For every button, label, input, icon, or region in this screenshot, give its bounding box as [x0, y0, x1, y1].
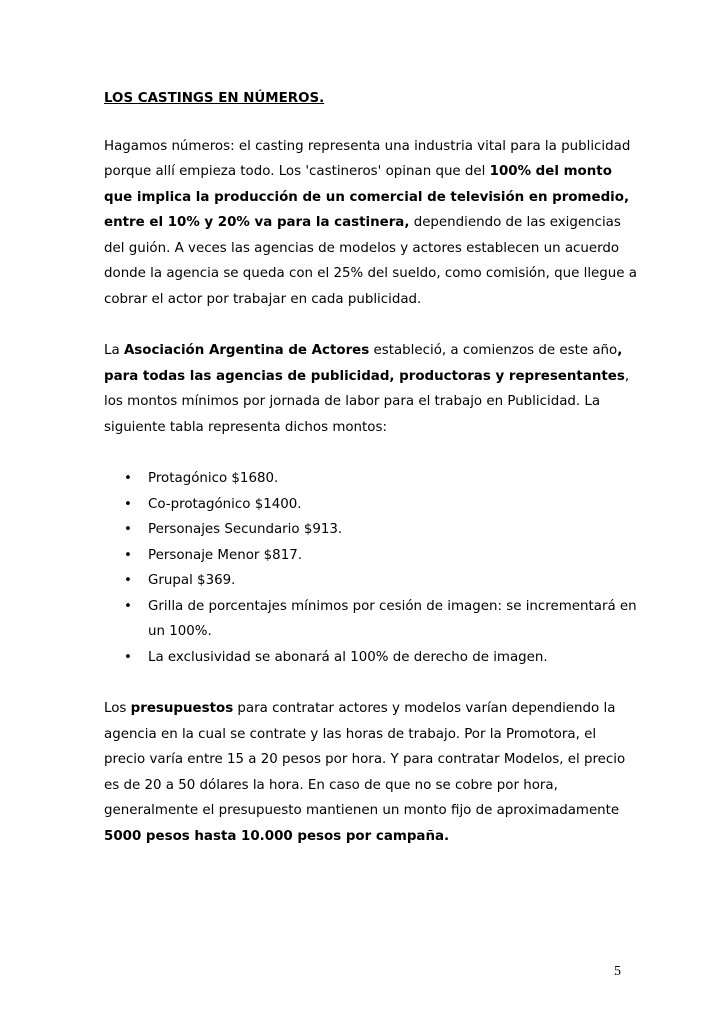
list-item-text: Personaje Menor $817. — [148, 547, 302, 563]
list-item-text: Personajes Secundario $913. — [148, 522, 343, 537]
list-item — [104, 543, 639, 569]
page-number: 5 — [614, 964, 621, 979]
bullet-icon: • — [124, 649, 132, 665]
section-title: LOS CASTINGS EN NÚMEROS. — [104, 91, 325, 106]
bullet-icon: • — [124, 573, 132, 588]
bullet-icon: • — [124, 598, 132, 614]
paragraph-text: estableció, a comienzos de este año — [369, 343, 618, 358]
list-item — [104, 517, 639, 543]
paragraph-text: dependiendo de las exigencias del guión. A veces las agencias de modelos y actores establecen un acuerdo donde la agencia se queda con el 25% del sueldo, como comisión, que llegue a cobrar el actor por trabajar en cada publicidad. — [104, 215, 637, 307]
list-item — [104, 466, 639, 492]
paragraph-text: para contratar actores y modelos varían dependiendo la agencia en la cual se contrate y las horas de trabajo. Por la Promotora, el precio varía entre 15 a 20 pesos por hora. Y para contratar Modelos, el precio es de 20 a 50 dólares la hora. En caso de que no se cobre por hora, generalmente el presupuesto mantienen un monto fijo de aproximadamente — [104, 701, 626, 818]
list-item-text: Co-protagónico $1400. — [148, 496, 302, 512]
bullet-icon: • — [124, 522, 132, 537]
bold-text: Asociación Argentina de Actores — [123, 343, 370, 358]
paragraph-text: La — [104, 343, 124, 358]
list-item-text: Grupal $369. — [148, 573, 236, 588]
bullet-icon: • — [124, 547, 132, 563]
list-item-text: Protagónico $1680. — [148, 471, 279, 486]
minimum-fees-list — [104, 466, 639, 670]
paragraph-text: , los montos mínimos por jornada de labor para el trabajo en Publicidad. La siguiente tabla representa dichos montos: — [104, 368, 630, 435]
list-item-text: Grilla de porcentajes mínimos por cesión de imagen: se incrementará en un 100%. — [148, 598, 637, 639]
paragraph-text: Hagamos números: el casting representa una industria vital para la publicidad porque allí empieza todo. Los 'castineros' opinan que del — [104, 138, 631, 179]
bold-text: 100% del monto que implica la producción de un comercial de televisión en promedio, entre el 10% y 20% va para la castinera, — [104, 164, 630, 230]
paragraph-budgets — [104, 696, 639, 849]
bold-text: 5000 pesos hasta 10.000 pesos por campaña. — [104, 828, 450, 844]
page-content — [104, 86, 639, 875]
paragraph-actors-association — [104, 338, 639, 440]
paragraph-text: Los — [104, 701, 131, 716]
list-item-text: La exclusividad se abonará al 100% de derecho de imagen. — [148, 649, 548, 665]
bold-text: , para todas las agencias de publicidad, productoras y representantes — [104, 343, 625, 384]
paragraph-castings-intro — [104, 134, 639, 313]
list-item — [104, 568, 639, 594]
bullet-icon: • — [124, 471, 132, 486]
bullet-icon: • — [124, 496, 132, 512]
list-item — [104, 594, 639, 645]
bold-text: presupuestos — [130, 701, 234, 716]
list-item — [104, 645, 639, 671]
list-item — [104, 492, 639, 518]
